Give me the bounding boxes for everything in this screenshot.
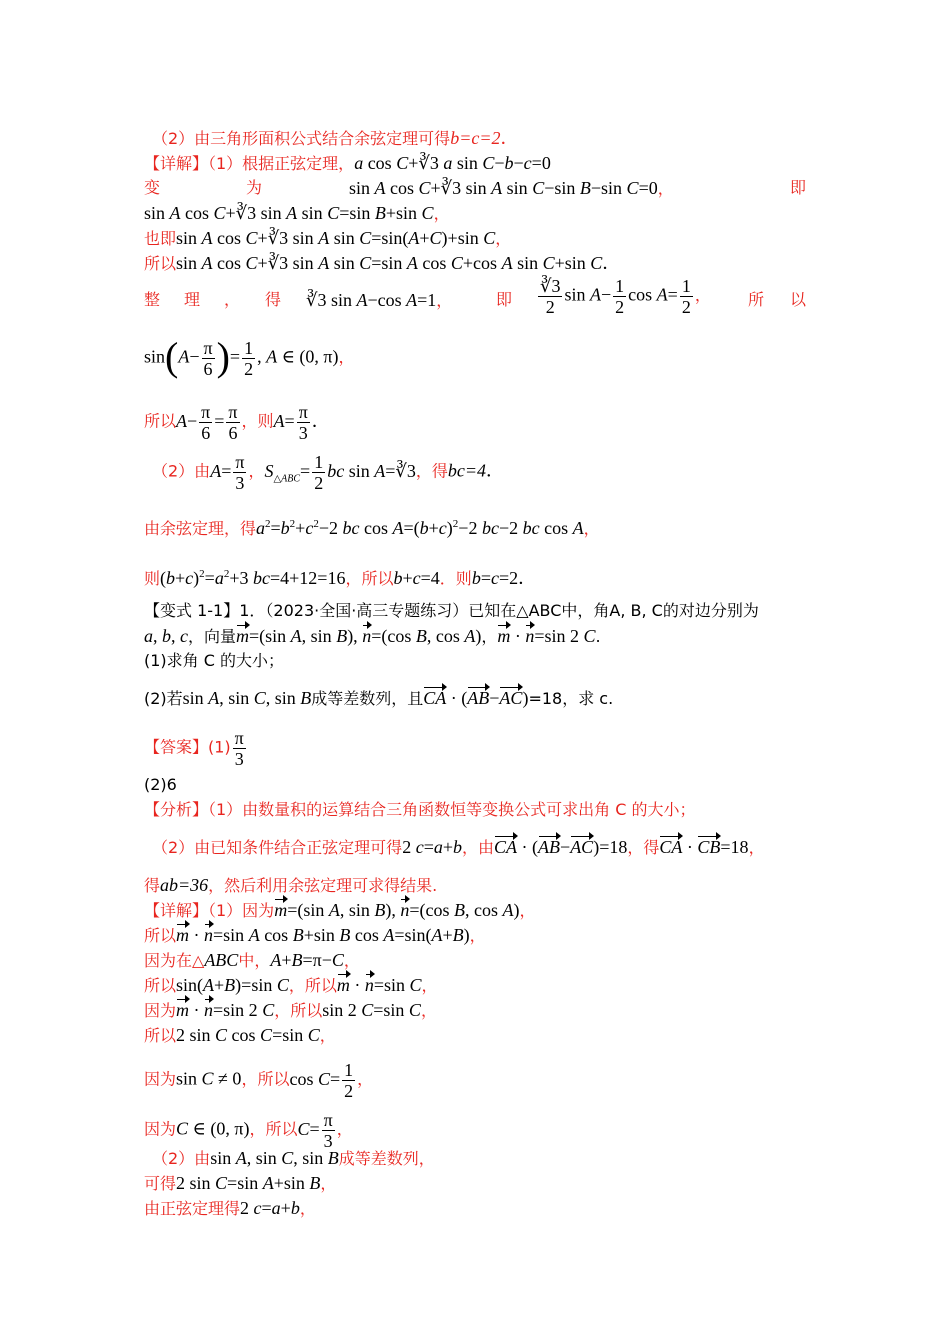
detail-line-4: 也即sin A cos C+∛3 sin A sin C=sin(A+C)+sin C，: [144, 228, 512, 248]
detail-line-7: sin(A− $\frac{\pi}{6}$ )= $\frac{1}{2}$ , A ∈ (0, π)，: [144, 333, 355, 379]
variant-q2: (2)若sin A, sin C, sin B成等差数列，且CA · (AB−AC)=18，求 c.: [144, 688, 614, 708]
analysis-3: 得ab=36，然后利用余弦定理可求得结果.: [144, 875, 438, 895]
detail-line-6: 整: [144, 290, 161, 309]
detail-b-10: 可得2 sin C=sin A+sin B，: [144, 1173, 337, 1193]
detail-b-6: 所以2 sin C cos C=sin C，: [144, 1025, 336, 1045]
detail-b-3: 因为在△ABC中，A+B=π−C，: [144, 950, 360, 970]
analysis-part2: （2）由三角形面积公式结合余弦定理可得b=c=2．: [152, 128, 519, 148]
variant-q1: (1)求角 C 的大小；: [144, 651, 285, 670]
analysis-1: 【分析】（1）由数量积的运算结合三角函数恒等变换公式可求出角 C 的大小；: [144, 800, 696, 819]
detail-line-2: 变: [144, 178, 161, 197]
detail-b-8: 因为C ∈ (0, π)，所以C= $\frac{\pi}{3}$ ，: [144, 1110, 353, 1151]
detail-b-1: 【详解】（1）因为m=(sin A, sin B), n=(cos B, cos A)，: [144, 900, 536, 920]
detail-line-3: sin A cos C+∛3 sin A sin C=sin B+sin C，: [144, 203, 450, 223]
answer-line: 【答案】(1) $\frac{\pi}{3}$: [144, 728, 244, 769]
detail-b-2: 所以m · n=sin A cos B+sin B cos A=sin(A+B)，: [144, 925, 486, 945]
detail-line-5: 所以sin A cos C+∛3 sin A sin C=sin A cos C+cos A sin C+sin C．: [144, 253, 621, 273]
analysis-2: （2）由已知条件结合正弦定理可得2 c=a+b，由CA · (AB−AC)=18，得CA · CB=18，: [152, 837, 765, 857]
variant-given: a, b, c，向量m=(sin A, sin B), n=(cos B, cos A)，m · n=sin 2 C.: [144, 626, 601, 646]
detail-b-7: 因为sin C ≠ 0，所以cos C= $\frac{1}{2}$ ，: [144, 1060, 374, 1101]
variant-title: 【变式 1-1】1．（2023·全国·高三专题练习）已知在△ABC中，角A, B, C的对边分别为: [144, 601, 759, 620]
detail-b-11: 由正弦定理得2 c=a+b，: [144, 1198, 316, 1218]
detail-b-4: 所以sin(A+B)=sin C，所以m · n=sin C，: [144, 975, 438, 995]
detail-line-10: 则$(b+c)^2=a^2+3$ bc=4+12=16，所以b+c=4．则b=c=2．: [144, 568, 537, 588]
detail-line-1: 【详解】（1）根据正弦定理，a cos C+∛3 a sin C−b−c=0: [144, 153, 551, 173]
detail-b-5: 因为m · n=sin 2 C，所以sin 2 C=sin C，: [144, 1000, 437, 1020]
detail-line-9: 由余弦定理，得$a^2=b^2+c^2-2$ bc $\cos A=(b+c)^2-2$ bc−2 bc cos A，: [144, 518, 600, 538]
detail-b-9: （2）由sin A, sin C, sin B成等差数列，: [152, 1148, 435, 1168]
detail-line-8: 所以A− $\frac{\pi}{6}$ = $\frac{\pi}{6}$ ，则A= $\frac{\pi}{3}$ ．: [144, 402, 330, 443]
detail-part2: （2）由A= $\frac{\pi}{3}$ ，$S_{\triangle ABC}=$ $\frac{1}{2}$ bc sin A=∛3，得bc=4．: [152, 452, 505, 493]
answer-line-2: (2)6: [144, 775, 177, 794]
